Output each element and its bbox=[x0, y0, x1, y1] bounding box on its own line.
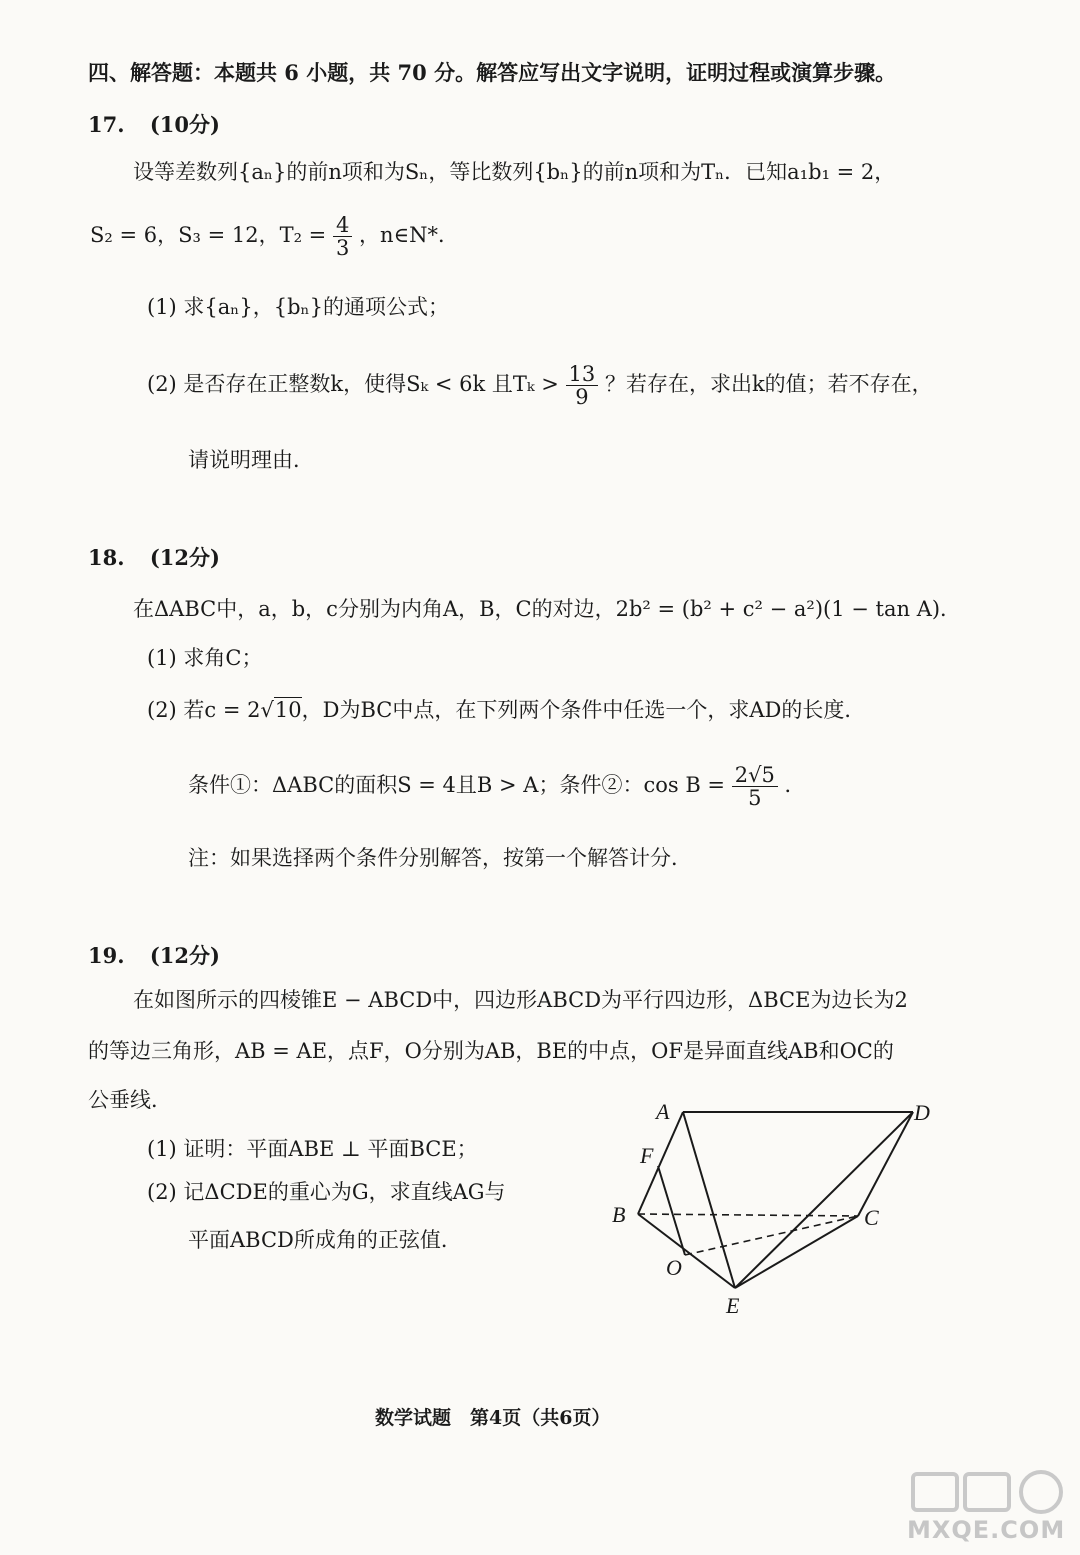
q19-stem-line1: 在如图所示的四棱锥E − ABCD中，四边形ABCD为平行四边形，ΔBCE为边长为2 bbox=[133, 988, 908, 1012]
q18-part2-b: ，D为BC中点，在下列两个条件中任选一个，求AD的长度． bbox=[301, 698, 866, 722]
q17-fraction bbox=[566, 363, 599, 408]
q17-heading bbox=[88, 110, 220, 140]
q17-part2-c: 请说明理由． bbox=[188, 448, 314, 472]
t2-fraction-den: 3 bbox=[335, 236, 350, 261]
q18-number: 18. bbox=[88, 545, 125, 570]
q19-stem-line2: 的等边三角形，AB = AE，点F，O分别为AB，BE的中点，OF是异面直线AB和OC的 bbox=[88, 1039, 894, 1063]
watermark bbox=[905, 1470, 1075, 1550]
q18-cond-end: ． bbox=[784, 773, 806, 797]
label-A: A bbox=[656, 1099, 670, 1124]
q18-stem: 在ΔABC中，a，b，c分别为内角A，B，C的对边，2b² = (b² + c² − a²)(1 − tan A)． bbox=[133, 597, 962, 621]
label-C: C bbox=[864, 1205, 879, 1230]
q18-part2: (2) 若c = 2√10，D为BC中点，在下列两个条件中任选一个，求AD的长度． bbox=[147, 698, 866, 722]
q18-part2-a: (2) 若c = 2 bbox=[147, 698, 261, 722]
watermark-text: MXQE.COM bbox=[907, 1516, 1066, 1544]
q17-part1: (1) 求{aₙ}，{bₙ}的通项公式； bbox=[147, 295, 449, 319]
q17-stem-line2-b: ，n∈N*． bbox=[359, 223, 459, 248]
q18-note: 注：如果选择两个条件分别解答，按第一个解答计分． bbox=[188, 846, 692, 870]
q17-part2 bbox=[147, 362, 933, 408]
label-D: D bbox=[914, 1100, 930, 1125]
q17-part2-a: (2) 是否存在正整数k，使得Sₖ < 6k 且Tₖ > bbox=[147, 372, 559, 396]
label-E: E bbox=[726, 1293, 740, 1318]
q18-conditions bbox=[188, 763, 806, 809]
hidden-segment-OC bbox=[685, 1216, 858, 1255]
q18-points: (12分) bbox=[149, 545, 220, 570]
q19-part1: (1) 证明：平面ABE ⊥ 平面BCE； bbox=[147, 1137, 478, 1161]
hidden-edge-BC bbox=[638, 1214, 858, 1216]
label-B: B bbox=[612, 1202, 626, 1227]
q17-fraction-num: 13 bbox=[566, 363, 599, 386]
q18-cond-a: 条件①：ΔABC的面积S = 4且B > A；条件②：cos B = bbox=[188, 773, 726, 797]
label-O: O bbox=[666, 1255, 682, 1280]
t2-fraction-num: 4 bbox=[333, 214, 352, 237]
page-footer: 数学试题 第4页（共6页） bbox=[375, 1407, 611, 1429]
t2-fraction bbox=[333, 214, 352, 259]
cosb-fraction-num: 2√5 bbox=[732, 764, 778, 787]
edge-DE bbox=[735, 1112, 913, 1288]
cosb-fraction bbox=[732, 764, 778, 809]
q19-stem-line3: 公垂线． bbox=[88, 1088, 172, 1112]
label-F: F bbox=[640, 1143, 654, 1168]
q19-part2-a: (2) 记ΔCDE的重心为G，求直线AG与 bbox=[147, 1180, 506, 1204]
q17-fraction-den: 9 bbox=[575, 385, 589, 409]
q18-sqrt-value: 10 bbox=[274, 698, 302, 722]
q19-points: (12分) bbox=[149, 943, 220, 968]
section-header: 四、解答题：本题共 6 小题，共 70 分。解答应写出文字说明，证明过程或演算步骤。 bbox=[88, 60, 897, 85]
q17-number: 17. bbox=[88, 112, 125, 137]
q19-part2-b: 平面ABCD所成角的正弦值． bbox=[188, 1228, 462, 1252]
q19-heading bbox=[88, 941, 220, 971]
edge-AE bbox=[683, 1112, 735, 1288]
q18-part1: (1) 求角C； bbox=[147, 646, 263, 670]
q17-stem-line1: 设等差数列{aₙ}的前n项和为Sₙ，等比数列{bₙ}的前n项和为Tₙ．已知a₁b₁ = 2， bbox=[133, 160, 896, 184]
q17-part2-b: ？若存在，求出k的值；若不存在， bbox=[604, 372, 933, 396]
cosb-fraction-den: 5 bbox=[748, 786, 762, 810]
edge-BE bbox=[638, 1214, 735, 1288]
q17-points: (10分) bbox=[149, 112, 220, 137]
segment-FO bbox=[658, 1166, 685, 1255]
q17-stem-line2-a: S₂ = 6，S₃ = 12，T₂ = bbox=[90, 223, 327, 248]
pyramid-figure bbox=[600, 1095, 940, 1320]
q19-number: 19. bbox=[88, 943, 125, 968]
edge-DC bbox=[858, 1112, 913, 1216]
q17-stem-line2 bbox=[90, 214, 459, 259]
q18-heading bbox=[88, 543, 220, 573]
